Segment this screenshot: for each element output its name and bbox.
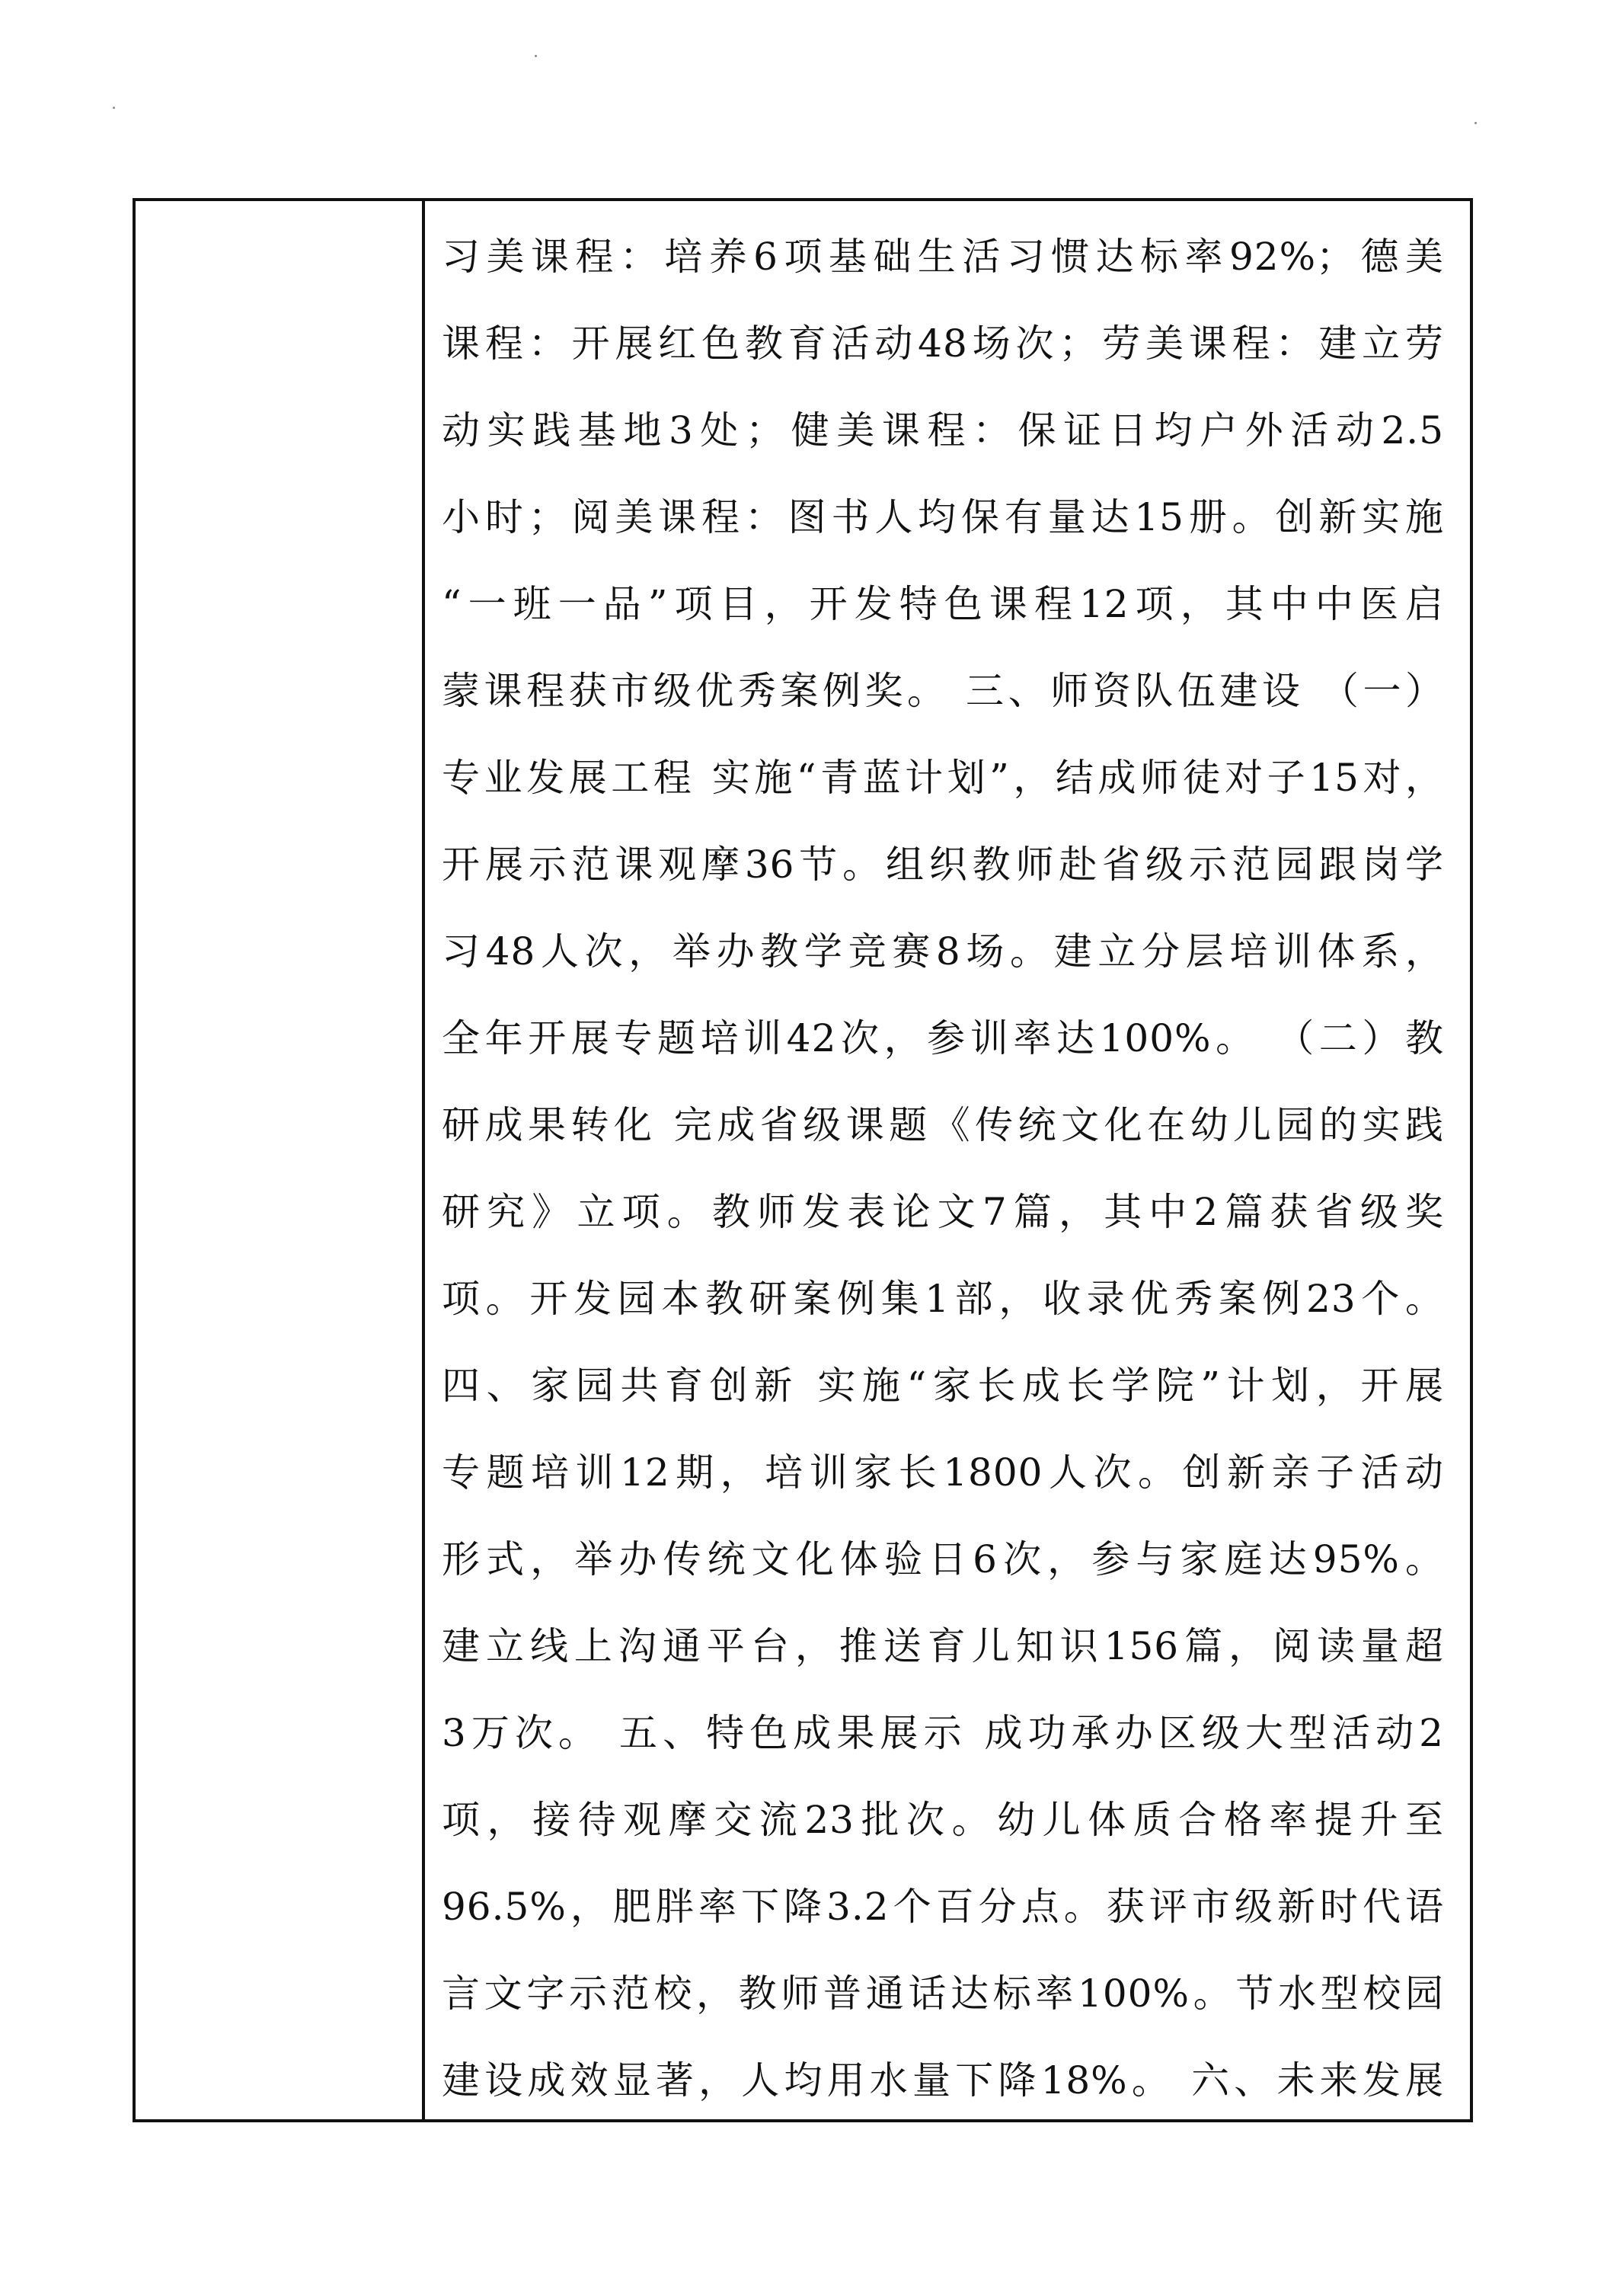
- content-line: 研究》立项。教师发表论文7篇，其中2篇获省级奖: [442, 1190, 1444, 1234]
- content-line: 课程：开展红色教育活动48场次；劳美课程：建立劳: [442, 321, 1444, 366]
- content-line: 全年开展专题培训42次，参训率达100%。 （二）教: [442, 1016, 1444, 1060]
- content-line: 形式，举办传统文化体验日6次，参与家庭达95%。: [442, 1537, 1444, 1581]
- content-line: 研成果转化 完成省级课题《传统文化在幼儿园的实践: [442, 1103, 1444, 1147]
- content-line: 动实践基地3处；健美课程：保证日均户外活动2.5: [442, 408, 1444, 452]
- content-line: 项，接待观摩交流23批次。幼儿体质合格率提升至: [442, 1798, 1444, 1842]
- content-line: 言文字示范校，教师普通话达标率100%。节水型校园: [442, 1971, 1444, 2016]
- content-line: 专题培训12期，培训家长1800人次。创新亲子活动: [442, 1450, 1444, 1495]
- scan-speck: [113, 107, 115, 109]
- content-line: 习48人次，举办教学竞赛8场。建立分层培训体系，: [442, 929, 1444, 974]
- content-line: 建设成效显著，人均用水量下降18%。 六、未来发展: [442, 2058, 1444, 2103]
- content-line: “一班一品”项目，开发特色课程12项，其中中医启: [442, 582, 1444, 626]
- content-line: 四、家园共育创新 实施“家长成长学院”计划，开展: [442, 1364, 1444, 1408]
- scan-speck: [535, 55, 537, 57]
- content-line: 蒙课程获市级优秀案例奖。 三、师资队伍建设 （一）: [442, 669, 1444, 713]
- scan-speck: [1474, 122, 1477, 124]
- content-line: 建立线上沟通平台，推送育儿知识156篇，阅读量超: [442, 1624, 1444, 1668]
- content-line: 开展示范课观摩36节。组织教师赴省级示范园跟岗学: [442, 843, 1444, 887]
- content-line: 小时；阅美课程：图书人均保有量达15册。创新实施: [442, 495, 1444, 539]
- content-line: 习美课程：培养6项基础生活习惯达标率92%；德美: [442, 235, 1444, 279]
- content-line: 项。开发园本教研案例集1部，收录优秀案例23个。: [442, 1277, 1444, 1321]
- label-cell: [136, 201, 425, 2119]
- form-table: [133, 198, 1473, 2122]
- content-line: 专业发展工程 实施“青蓝计划”，结成师徒对子15对，: [442, 756, 1444, 800]
- content-line: 96.5%，肥胖率下降3.2个百分点。获评市级新时代语: [442, 1885, 1444, 1929]
- content-cell: [425, 201, 1470, 2119]
- content-line: 3万次。 五、特色成果展示 成功承办区级大型活动2: [442, 1711, 1444, 1755]
